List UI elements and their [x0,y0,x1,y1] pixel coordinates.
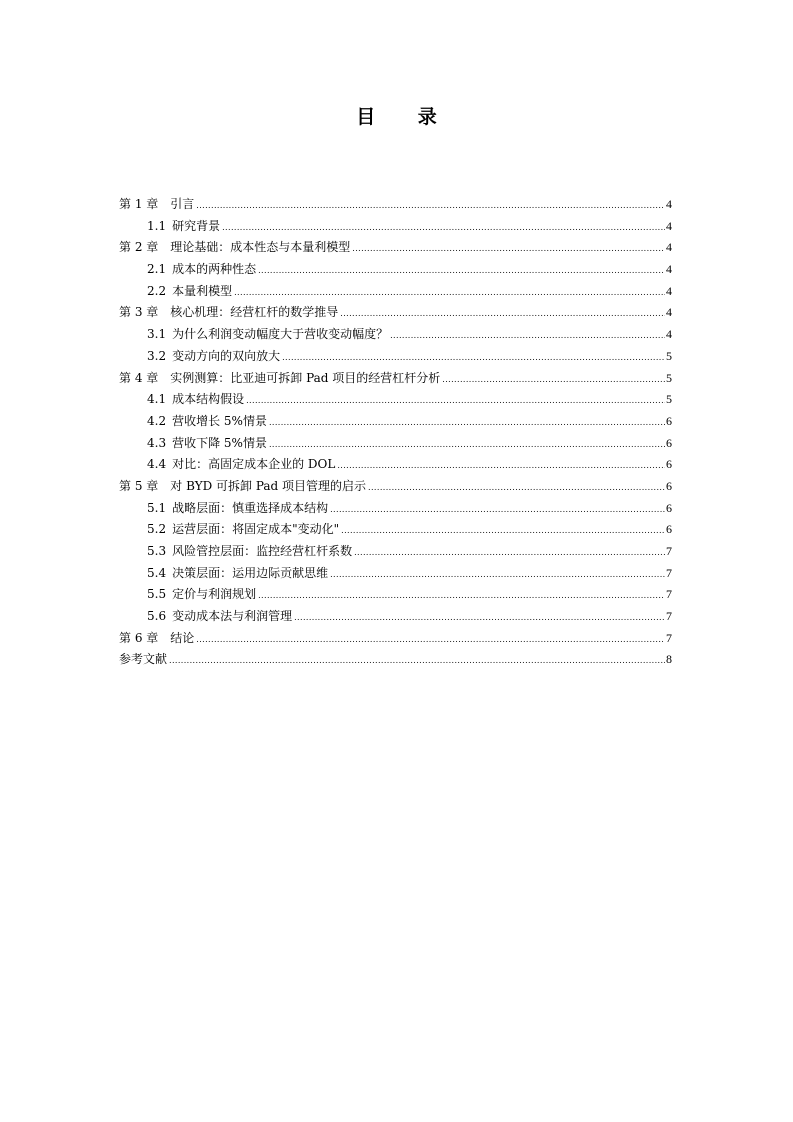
toc-entry-number: 5.4 [147,565,167,580]
toc-entry-title: 理论基础：成本性态与本量利模型 [170,240,351,255]
toc-entry-section[interactable] [119,519,672,541]
toc-entry-number: 第 5 章 [119,478,159,493]
toc-entry-title: 定价与利润规划 [172,587,257,602]
toc-entry-page: 4 [666,197,672,211]
toc-dot-leader [330,499,665,521]
toc-dot-leader [340,303,665,325]
toc-entry-section[interactable] [119,324,672,346]
toc-dot-leader [196,195,665,217]
toc-dot-leader [390,325,665,347]
toc-entry-title: 参考文献 [119,652,168,667]
toc-entry-number: 第 3 章 [119,305,159,320]
toc-entry-title: 为什么利润变动幅度大于营收变动幅度？ [172,327,389,342]
toc-entry-page: 7 [666,565,672,580]
toc-entry-page: 6 [666,478,672,493]
toc-entry-title: 成本的两种性态 [172,262,257,277]
toc-entry-section[interactable] [119,389,672,411]
toc-entry-title: 营收增长 5%情景 [172,413,267,428]
toc-entry-chapter[interactable] [119,237,672,259]
toc-entry-section[interactable] [119,411,672,433]
toc-entry-number: 2.2 [147,283,167,298]
toc-dot-leader [368,477,665,499]
toc-entry-title: 核心机理：经营杠杆的数学推导 [170,305,339,320]
toc-entry-title: 研究背景 [172,218,221,233]
toc-entry-page: 4 [666,218,672,233]
toc-entry-title: 结论 [170,630,195,645]
toc-entry-number: 第 1 章 [119,197,159,211]
toc-entry-chapter[interactable] [119,302,672,324]
toc-entry-page: 6 [666,435,672,450]
toc-entry-number: 5.2 [147,522,167,537]
toc-entry-title: 引言 [170,197,195,211]
toc-entry-page: 7 [666,587,672,602]
toc-entry-page: 4 [666,327,672,342]
toc-entry-number: 1.1 [147,218,167,233]
toc-entry-number: 4.1 [147,392,167,407]
toc-entry-number: 第 2 章 [119,240,159,255]
toc-entry-page: 6 [666,522,672,537]
toc-entry-page: 7 [666,630,672,645]
toc-dot-leader [196,629,665,651]
toc-entry-title: 运营层面：将固定成本"变动化" [172,522,340,537]
toc-dot-leader [354,542,665,564]
toc-entry-title: 本量利模型 [172,283,233,298]
toc-dot-leader [269,434,665,456]
toc-entry-title: 风险管控层面：监控经营杠杆系数 [172,544,353,558]
toc-entry-number: 3.2 [147,348,167,363]
toc-entry-page: 8 [666,652,672,667]
toc-entry-page: 4 [666,262,672,277]
toc-entry-section[interactable] [119,563,672,585]
toc-entry-page: 6 [666,413,672,428]
toc-entry-number: 5.3 [147,544,167,558]
toc-entry-number: 5.6 [147,609,167,624]
toc-dot-leader [246,390,665,412]
toc-entry-page: 7 [666,609,672,624]
toc-entry-number: 第 6 章 [119,630,159,645]
toc-entry-title: 营收下降 5%情景 [172,435,267,450]
toc-entry-chapter[interactable] [119,649,672,671]
toc-entry-section[interactable] [119,281,672,303]
toc-dot-leader [169,650,665,672]
toc-entry-title: 对比：高固定成本企业的 DOL [172,457,336,472]
toc-dot-leader [222,217,665,239]
toc-entry-page: 5 [666,392,672,407]
toc-entry-section[interactable] [119,454,672,476]
toc-dot-leader [258,585,665,607]
toc-entry-chapter[interactable] [119,368,672,390]
toc-entry-number: 2.1 [147,262,167,277]
toc-entry-title: 战略层面：慎重选择成本结构 [172,500,329,515]
toc-entry-section[interactable] [119,346,672,368]
toc-entry-section[interactable] [119,433,672,455]
toc-entry-section[interactable] [119,584,672,606]
toc-entry-number: 4.4 [147,457,167,472]
toc-dot-leader [234,282,665,304]
toc-entry-title: 实例测算：比亚迪可拆卸 Pad 项目的经营杠杆分析 [170,370,441,385]
toc-entry-page: 4 [666,305,672,320]
toc-dot-leader [330,564,665,586]
toc-entry-page: 6 [666,500,672,515]
toc-entry-section[interactable] [119,216,672,238]
toc-entry-section[interactable] [119,541,672,563]
toc-entry-page: 5 [666,348,672,363]
toc-entry-chapter[interactable] [119,476,672,498]
toc-entry-title: 对 BYD 可拆卸 Pad 项目管理的启示 [170,478,367,493]
toc-entry-title: 决策层面：运用边际贡献思维 [172,565,329,580]
toc-entry-page: 4 [666,283,672,298]
toc-title: 目 录 [356,106,455,128]
toc-dot-leader [258,260,665,282]
toc-dot-leader [337,455,665,477]
toc-entry-page: 7 [666,544,672,558]
toc-entry-number: 5.5 [147,587,167,602]
toc-entry-title: 成本结构假设 [172,392,245,407]
toc-entry-section[interactable] [119,259,672,281]
toc-dot-leader [341,520,665,542]
toc-entry-page: 5 [666,370,672,385]
toc-entry-number: 第 4 章 [119,370,159,385]
toc-entry-number: 4.2 [147,413,167,428]
toc-entry-number: 4.3 [147,435,167,450]
toc-dot-leader [294,607,665,629]
toc-dot-leader [282,347,665,369]
toc-entry-chapter[interactable] [119,194,672,216]
toc-list [119,194,672,671]
toc-entry-title: 变动方向的双向放大 [172,348,281,363]
toc-dot-leader [352,238,665,260]
toc-dot-leader [269,412,665,434]
toc-entry-title: 变动成本法与利润管理 [172,609,293,624]
toc-entry-section[interactable] [119,606,672,628]
toc-entry-page: 6 [666,457,672,472]
toc-dot-leader [442,369,665,391]
toc-entry-number: 5.1 [147,500,167,515]
toc-entry-number: 3.1 [147,327,167,342]
toc-entry-page: 4 [666,240,672,255]
toc-entry-section[interactable] [119,498,672,520]
toc-entry-chapter[interactable] [119,628,672,650]
